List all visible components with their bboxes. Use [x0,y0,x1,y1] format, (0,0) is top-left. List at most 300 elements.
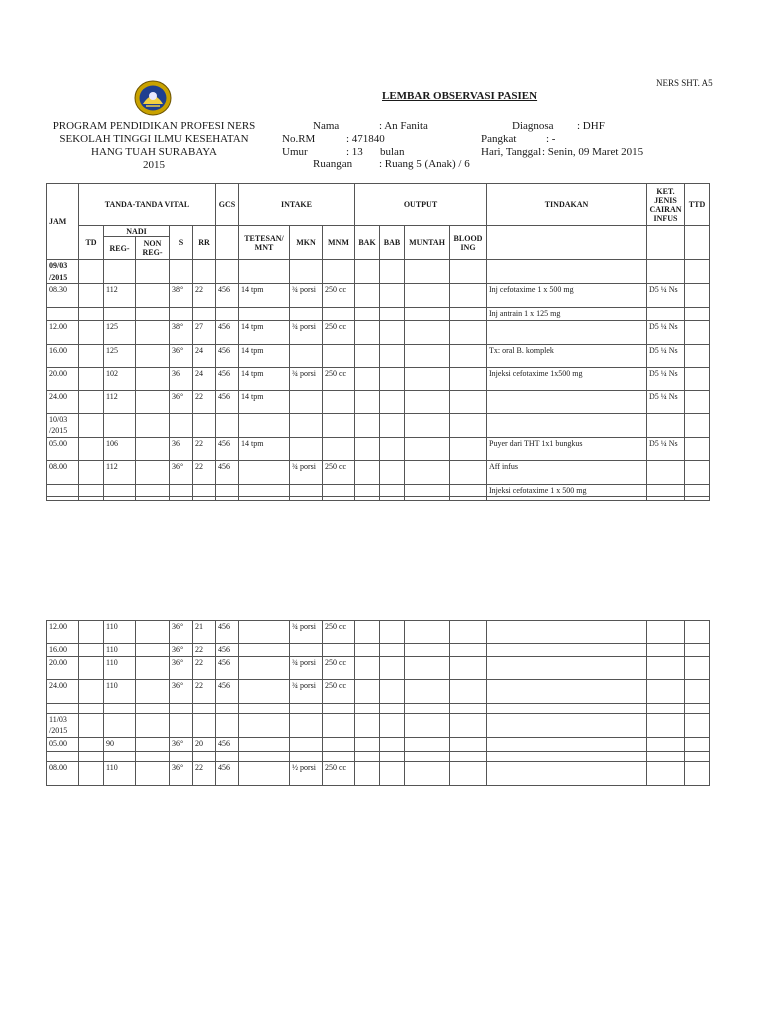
cell-bak [355,644,380,657]
cell-ket [647,656,685,679]
col-ttd: TTD [685,184,710,226]
cell-bab [380,679,405,703]
cell-muntah [405,497,450,501]
cell-nonreg [136,260,170,284]
cell-bak [355,713,380,737]
cell-gcs: 456 [216,737,239,751]
cell-reg: 112 [104,284,136,308]
col-mkn: MKN [290,226,323,260]
cell-nonreg [136,713,170,737]
cell-rr: 22 [193,679,216,703]
cell-bak [355,761,380,785]
cell-tet [239,497,290,501]
institution-line-4: 2015 [143,159,165,171]
cell-blood [450,497,487,501]
col-ket-sub [647,226,685,260]
cell-reg: 112 [104,390,136,413]
cell-ket [647,260,685,284]
cell-tin [487,751,647,761]
col-gcs: GCS [216,184,239,226]
cell-jam: 05.00 [47,437,79,460]
cell-jam: 09/03 /2015 [47,260,79,284]
cell-gcs [216,413,239,437]
cell-gcs [216,308,239,321]
cell-muntah [405,413,450,437]
cell-reg [104,703,136,713]
table-row [47,437,710,460]
cell-bak [355,621,380,644]
cell-bab [380,344,405,367]
cell-nonreg [136,413,170,437]
cell-mnm: 250 cc [323,284,355,308]
cell-s: 36 [170,367,193,390]
cell-rr: 24 [193,344,216,367]
cell-ket [647,413,685,437]
cell-rr [193,713,216,737]
col-intake: INTAKE [239,184,355,226]
col-bak: BAK [355,226,380,260]
table-row [47,703,710,713]
cell-blood [450,260,487,284]
cell-muntah [405,320,450,344]
cell-bab [380,320,405,344]
cell-bab [380,656,405,679]
cell-jam: 08.00 [47,761,79,785]
cell-mkn: ¾ porsi [290,679,323,703]
cell-nonreg [136,703,170,713]
cell-ket [647,308,685,321]
col-output: OUTPUT [355,184,487,226]
cell-muntah [405,751,450,761]
cell-tet: 14 tpm [239,320,290,344]
cell-ttd [685,460,710,484]
cell-gcs: 456 [216,390,239,413]
cell-reg [104,308,136,321]
cell-mnm: 250 cc [323,621,355,644]
cell-mkn: ¾ porsi [290,460,323,484]
hari-label: Hari, Tanggal [481,146,542,158]
cell-s [170,751,193,761]
cell-rr: 22 [193,437,216,460]
cell-gcs: 456 [216,621,239,644]
cell-td [79,284,104,308]
cell-bab [380,367,405,390]
cell-mkn [290,703,323,713]
cell-blood [450,656,487,679]
table-row [47,260,710,284]
cell-td [79,390,104,413]
ruangan-label: Ruangan [313,158,353,170]
cell-bak [355,413,380,437]
cell-mkn [290,751,323,761]
cell-tin: Injeksi cefotaxime 1 x 500 mg [487,484,647,497]
cell-ttd [685,656,710,679]
cell-jam: 24.00 [47,679,79,703]
cell-ket [647,484,685,497]
cell-tet [239,413,290,437]
cell-muntah [405,308,450,321]
cell-tet [239,751,290,761]
cell-blood [450,484,487,497]
cell-rr: 22 [193,644,216,657]
table-row [47,679,710,703]
cell-reg: 112 [104,460,136,484]
cell-mnm [323,437,355,460]
cell-tin [487,713,647,737]
col-tindakan-sub [487,226,647,260]
cell-ket [647,621,685,644]
form-code: NERS SHT. A5 [656,78,713,88]
cell-reg: 110 [104,761,136,785]
cell-nonreg [136,656,170,679]
cell-jam [47,308,79,321]
cell-reg [104,497,136,501]
table-row [47,413,710,437]
cell-gcs: 456 [216,644,239,657]
cell-td [79,713,104,737]
cell-tet: 14 tpm [239,437,290,460]
cell-td [79,703,104,713]
institution-line-3: HANG TUAH SURABAYA [91,146,217,158]
cell-bak [355,308,380,321]
cell-td [79,413,104,437]
cell-bab [380,751,405,761]
cell-mnm [323,308,355,321]
cell-tet [239,621,290,644]
cell-jam: 12.00 [47,320,79,344]
cell-blood [450,308,487,321]
cell-jam: 24.00 [47,390,79,413]
cell-jam [47,497,79,501]
cell-gcs: 456 [216,761,239,785]
cell-blood [450,460,487,484]
cell-ket [647,737,685,751]
cell-ttd [685,320,710,344]
col-s: S [170,226,193,260]
table-row [47,484,710,497]
cell-muntah [405,703,450,713]
cell-blood [450,367,487,390]
cell-reg: 90 [104,737,136,751]
cell-ttd [685,367,710,390]
cell-mkn [290,260,323,284]
cell-mnm [323,260,355,284]
cell-nonreg [136,390,170,413]
cell-ttd [685,390,710,413]
cell-bab [380,308,405,321]
cell-td [79,497,104,501]
cell-ttd [685,260,710,284]
cell-mkn: ¾ porsi [290,320,323,344]
cell-tin [487,761,647,785]
table-row [47,308,710,321]
cell-ket [647,679,685,703]
cell-bak [355,497,380,501]
table-row [47,497,710,501]
institution-logo-icon [134,80,172,116]
cell-s: 36° [170,656,193,679]
cell-bab [380,484,405,497]
cell-ttd [685,284,710,308]
cell-reg: 110 [104,656,136,679]
col-nadi: NADI [104,226,170,237]
cell-blood [450,751,487,761]
institution-line-1: PROGRAM PENDIDIKAN PROFESI NERS [52,120,256,132]
nama-value: : An Fanita [379,120,428,132]
table-row [47,761,710,785]
table-row [47,390,710,413]
cell-td [79,656,104,679]
cell-bak [355,344,380,367]
cell-tet [239,460,290,484]
cell-td [79,737,104,751]
cell-td [79,484,104,497]
cell-jam [47,751,79,761]
cell-muntah [405,737,450,751]
diagnosa-value: : DHF [577,120,605,132]
cell-gcs [216,751,239,761]
col-bab: BAB [380,226,405,260]
cell-bab [380,284,405,308]
cell-nonreg [136,320,170,344]
cell-tet [239,713,290,737]
cell-ket [647,460,685,484]
cell-mkn [290,484,323,497]
cell-mnm: 250 cc [323,761,355,785]
cell-reg [104,713,136,737]
cell-ket [647,497,685,501]
cell-muntah [405,437,450,460]
cell-tin: Inj antrain 1 x 125 mg [487,308,647,321]
cell-bab [380,703,405,713]
cell-mnm [323,484,355,497]
cell-mkn [290,344,323,367]
cell-ket [647,713,685,737]
cell-mnm: 250 cc [323,460,355,484]
cell-tin [487,656,647,679]
table-row [47,284,710,308]
cell-rr [193,497,216,501]
cell-td [79,761,104,785]
cell-s [170,484,193,497]
cell-gcs [216,713,239,737]
table-row [47,460,710,484]
cell-mkn [290,437,323,460]
cell-rr [193,703,216,713]
cell-jam: 08.00 [47,460,79,484]
cell-mnm [323,644,355,657]
cell-rr: 21 [193,621,216,644]
cell-tet [239,656,290,679]
cell-bak [355,679,380,703]
cell-gcs: 456 [216,344,239,367]
cell-ttd [685,751,710,761]
cell-mnm [323,737,355,751]
table-row [47,737,710,751]
table-row [47,320,710,344]
cell-gcs [216,497,239,501]
col-tindakan: TINDAKAN [487,184,647,226]
diagnosa-label: Diagnosa [512,120,554,132]
cell-rr: 22 [193,460,216,484]
cell-gcs [216,260,239,284]
institution-line-2: SEKOLAH TINGGI ILMU KESEHATAN [59,133,249,145]
cell-blood [450,761,487,785]
umur-value: : 13 [346,146,363,158]
cell-gcs: 456 [216,367,239,390]
cell-td [79,437,104,460]
cell-bak [355,260,380,284]
cell-ttd [685,344,710,367]
cell-mnm [323,390,355,413]
observation-table-continued [46,620,710,786]
cell-reg: 110 [104,644,136,657]
hari-value: : Senin, 09 Maret 2015 [542,146,644,158]
cell-reg [104,484,136,497]
cell-ttd [685,761,710,785]
cell-reg: 110 [104,621,136,644]
cell-bak [355,703,380,713]
cell-nonreg [136,679,170,703]
cell-blood [450,344,487,367]
cell-s: 36° [170,679,193,703]
cell-nonreg [136,737,170,751]
cell-nonreg [136,437,170,460]
cell-bab [380,260,405,284]
cell-s: 36° [170,460,193,484]
cell-mnm: 250 cc [323,367,355,390]
col-td: TD [79,226,104,260]
cell-gcs: 456 [216,320,239,344]
cell-blood [450,284,487,308]
cell-td [79,751,104,761]
cell-td [79,460,104,484]
cell-s: 36 [170,437,193,460]
cell-blood [450,644,487,657]
cell-tin [487,621,647,644]
norm-value: : 471840 [346,133,385,145]
cell-tet [239,260,290,284]
cell-nonreg [136,644,170,657]
cell-ttd [685,679,710,703]
cell-jam [47,703,79,713]
page-title: LEMBAR OBSERVASI PASIEN [382,90,538,102]
cell-reg: 125 [104,344,136,367]
table-row [47,344,710,367]
cell-reg [104,413,136,437]
col-reg: REG- [104,237,136,260]
cell-s: 36° [170,344,193,367]
cell-tin: Inj cefotaxime 1 x 500 mg [487,284,647,308]
cell-rr [193,484,216,497]
nama-label: Nama [313,120,340,132]
cell-mnm [323,713,355,737]
cell-bab [380,497,405,501]
cell-s: 36° [170,737,193,751]
cell-rr: 22 [193,390,216,413]
cell-ttd [685,621,710,644]
pangkat-label: Pangkat [481,133,517,145]
cell-mkn: ¾ porsi [290,656,323,679]
cell-mnm [323,497,355,501]
cell-mnm [323,703,355,713]
cell-rr [193,260,216,284]
cell-bab [380,437,405,460]
cell-muntah [405,284,450,308]
cell-blood [450,390,487,413]
table-row [47,367,710,390]
cell-nonreg [136,761,170,785]
cell-gcs: 456 [216,437,239,460]
cell-tin [487,260,647,284]
cell-td [79,367,104,390]
cell-blood [450,713,487,737]
cell-jam: 10/03 /2015 [47,413,79,437]
cell-tet [239,679,290,703]
cell-td [79,344,104,367]
cell-tet [239,761,290,785]
cell-ket: D5 ¼ Ns [647,437,685,460]
cell-tin [487,413,647,437]
cell-blood [450,679,487,703]
cell-blood [450,320,487,344]
cell-bak [355,751,380,761]
cell-tin: Tx: oral B. komplek [487,344,647,367]
cell-nonreg [136,751,170,761]
cell-gcs: 456 [216,656,239,679]
cell-muntah [405,621,450,644]
cell-gcs: 456 [216,679,239,703]
cell-s: 36° [170,761,193,785]
cell-bak [355,656,380,679]
cell-muntah [405,484,450,497]
cell-jam: 12.00 [47,621,79,644]
cell-td [79,644,104,657]
cell-bab [380,713,405,737]
umur-label: Umur [282,146,308,158]
cell-bak [355,484,380,497]
col-ket: KET. JENIS CAIRAN INFUS [647,184,685,226]
cell-mkn [290,390,323,413]
col-tetesan: TETESAN/ MNT [239,226,290,260]
cell-tet [239,308,290,321]
cell-tet [239,644,290,657]
cell-mkn [290,413,323,437]
cell-s: 38° [170,320,193,344]
cell-ttd [685,484,710,497]
cell-rr: 22 [193,656,216,679]
cell-nonreg [136,344,170,367]
cell-mnm: 250 cc [323,656,355,679]
cell-jam: 20.00 [47,367,79,390]
cell-rr [193,413,216,437]
cell-muntah [405,644,450,657]
cell-ttd [685,644,710,657]
cell-muntah [405,679,450,703]
col-ttv: TANDA-TANDA VITAL [79,184,216,226]
cell-bab [380,621,405,644]
cell-blood [450,413,487,437]
cell-mkn [290,644,323,657]
cell-muntah [405,344,450,367]
cell-ket: D5 ¼ Ns [647,344,685,367]
cell-muntah [405,460,450,484]
table-row [47,621,710,644]
cell-mnm [323,413,355,437]
cell-ttd [685,713,710,737]
cell-tin [487,703,647,713]
cell-td [79,260,104,284]
